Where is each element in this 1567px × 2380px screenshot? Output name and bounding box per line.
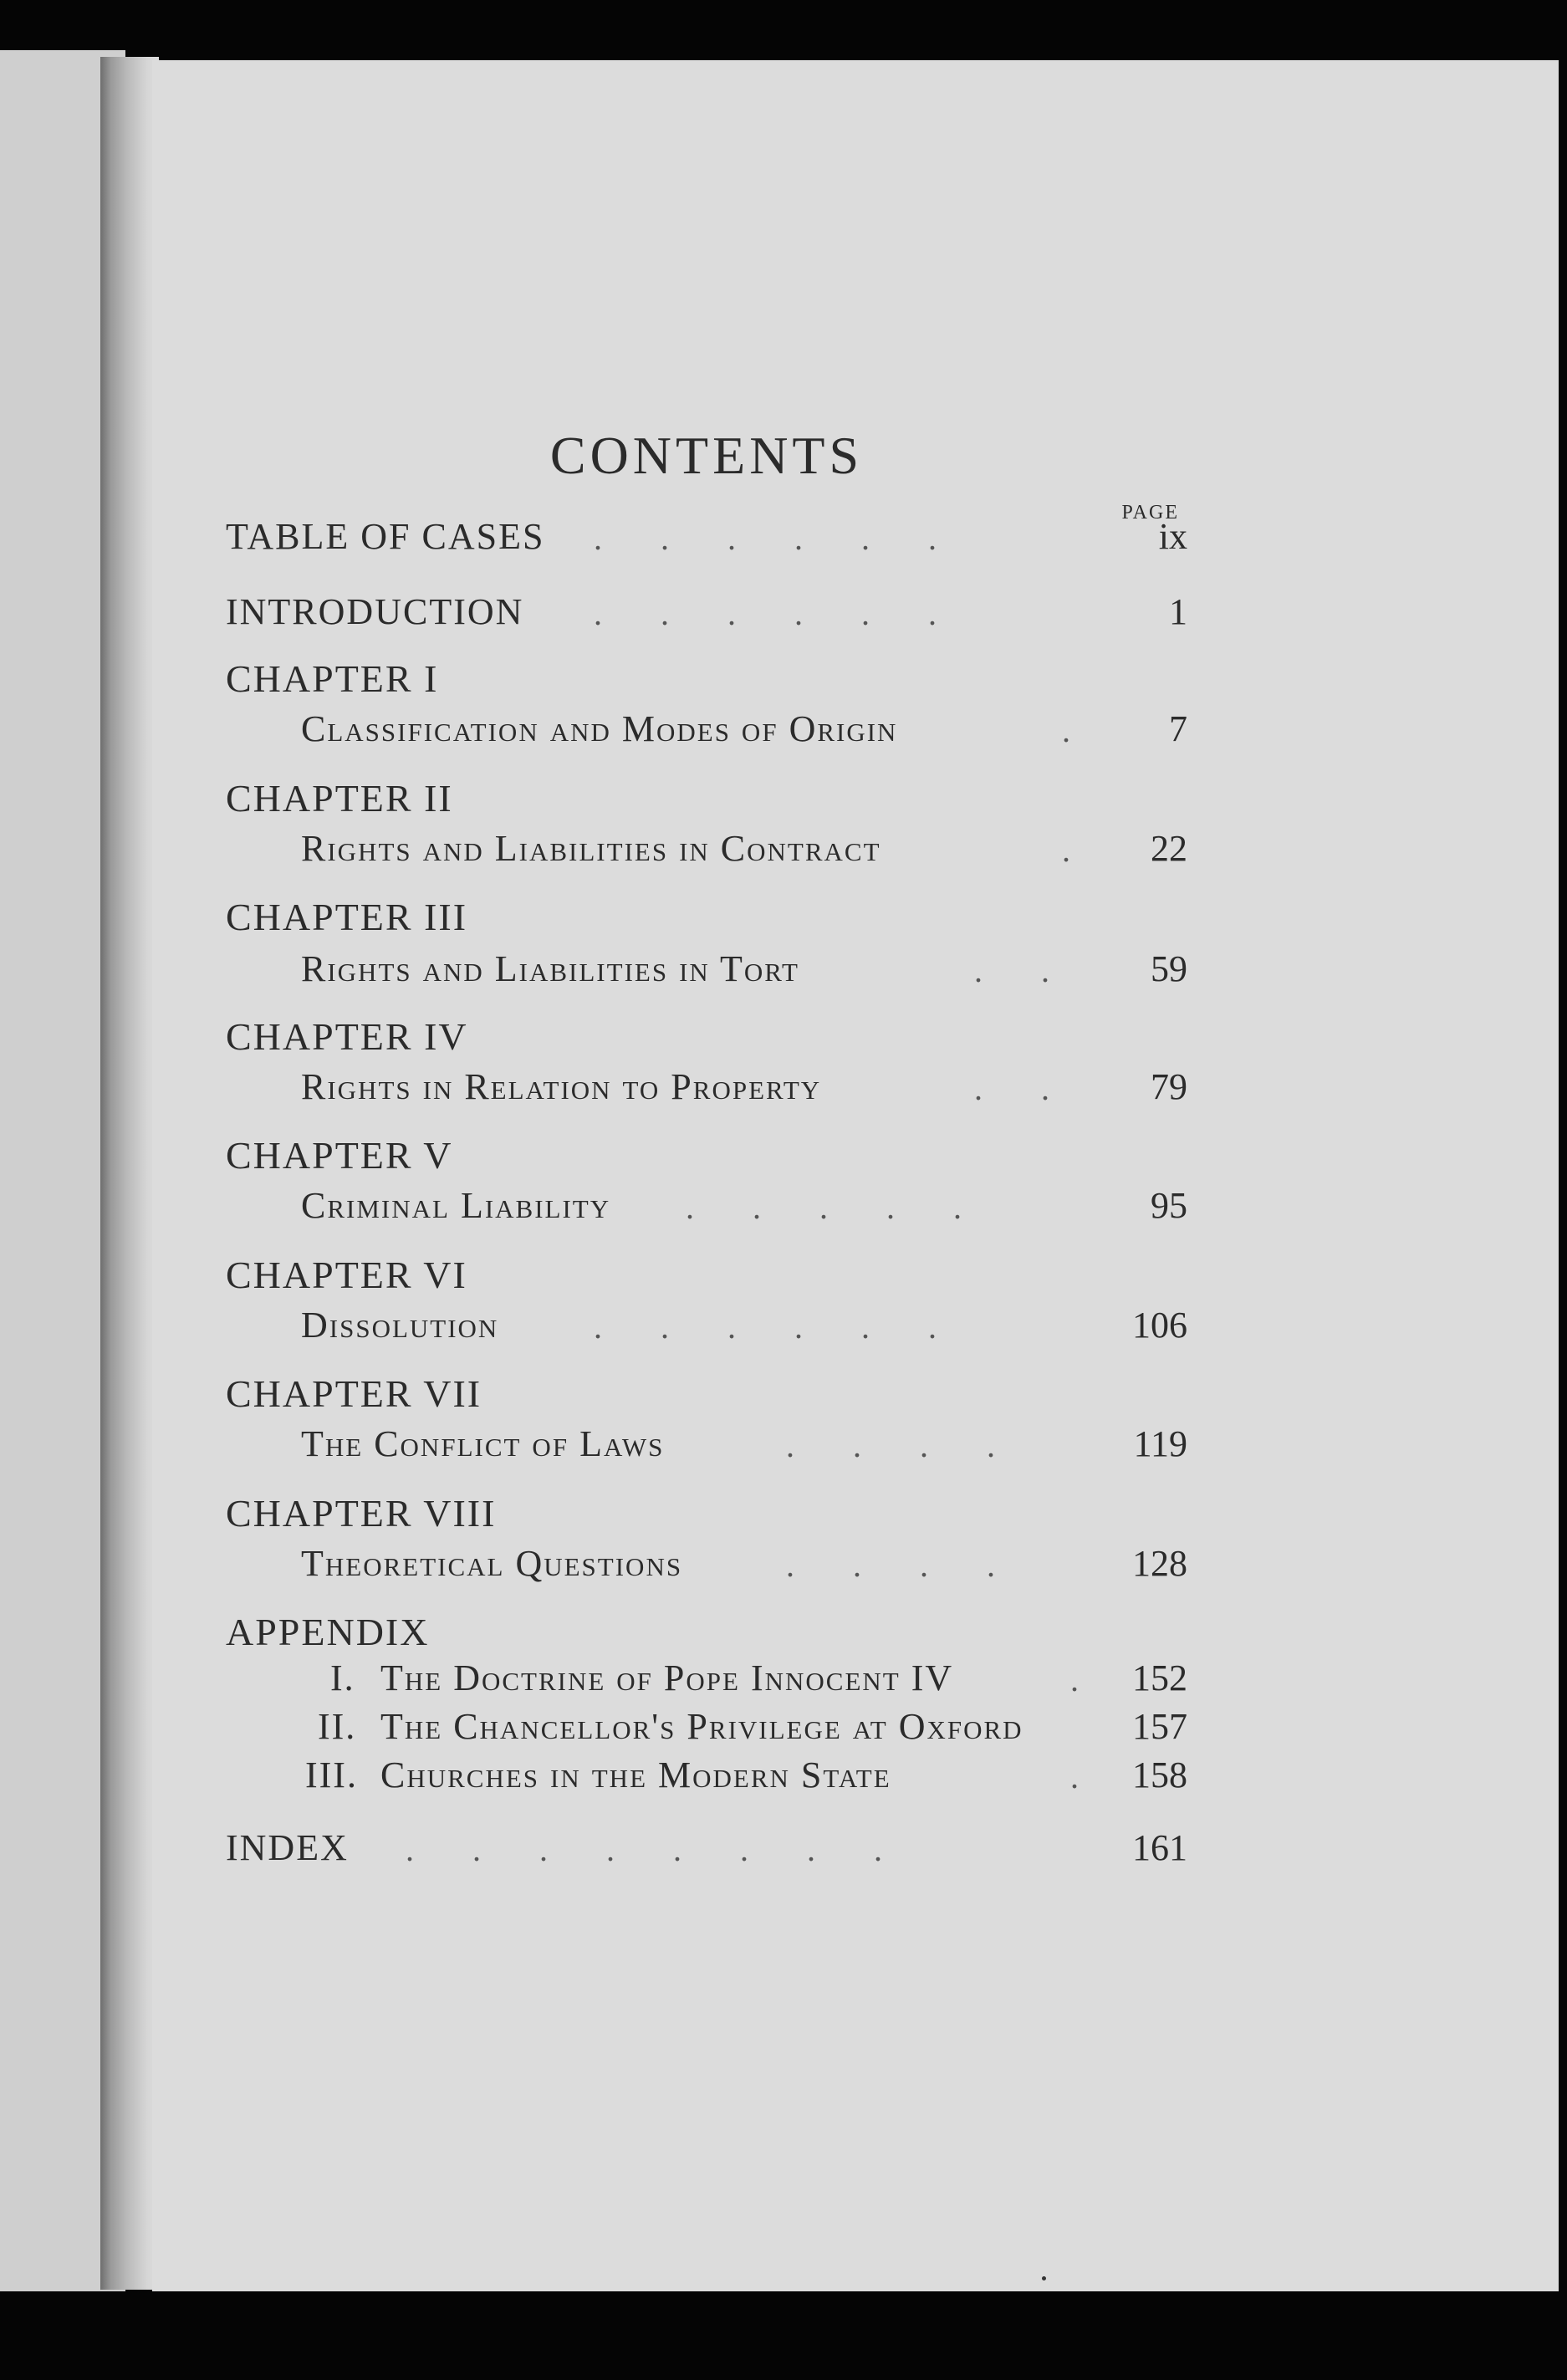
chapter-heading: CHAPTER VIII [226, 1492, 497, 1535]
toc-entry-title: Criminal Liability [301, 1185, 611, 1226]
leader-dots: . [1062, 712, 1070, 749]
leader-dots: . . . . [786, 1546, 995, 1584]
chapter-heading: CHAPTER IV [226, 1015, 468, 1058]
toc-entry-title: Dissolution [301, 1305, 499, 1346]
chapter-heading: CHAPTER VI [226, 1254, 467, 1296]
leader-dots: . . [974, 952, 1049, 989]
toc-entry-chapter-6 [226, 1303, 1187, 1353]
toc-page-number: 59 [1151, 948, 1187, 989]
appendix-numeral: I. [330, 1657, 355, 1698]
toc-page-number: 7 [1169, 708, 1187, 749]
page-column-label: PAGE [1121, 502, 1179, 523]
leader-dots: . [1070, 1661, 1079, 1698]
toc-page-number: 128 [1132, 1543, 1187, 1584]
toc-entry-appendix-3 [226, 1753, 1187, 1803]
chapter-heading: CHAPTER I [226, 657, 439, 700]
toc-page-number: 22 [1151, 828, 1187, 869]
chapter-heading: CHAPTER VII [226, 1372, 482, 1415]
toc-entry-chapter-1 [226, 707, 1187, 757]
toc-page-number: 1 [1169, 591, 1187, 632]
toc-page-number: 157 [1132, 1706, 1187, 1747]
leader-dots: . . . . . . [594, 595, 937, 632]
toc-entry-title: Classification and Modes of Origin [301, 708, 898, 749]
toc-page-number: 106 [1132, 1305, 1187, 1346]
leader-dots: . [1070, 1758, 1079, 1795]
toc-page-number: 119 [1133, 1423, 1187, 1464]
leader-dots: . . . . . . [594, 519, 937, 557]
chapter-heading: CHAPTER III [226, 896, 468, 938]
toc-entry-title: The Chancellor's Privilege at Oxford [380, 1706, 1023, 1747]
toc-page-number: 158 [1132, 1754, 1187, 1795]
leader-dots: . . . . . . [594, 1308, 937, 1346]
appendix-numeral: II. [318, 1706, 357, 1747]
leader-dots: . [1062, 831, 1070, 869]
leader-dots: . . . . [786, 1427, 995, 1464]
page-title: CONTENTS [549, 426, 864, 485]
toc-entry-chapter-4 [226, 1065, 1187, 1115]
toc-entry-table-of-cases [226, 514, 1187, 564]
table-of-contents [226, 418, 1187, 1868]
toc-entry-label: INDEX [226, 1827, 349, 1868]
appendix-heading: APPENDIX [226, 1611, 430, 1653]
toc-page-number: ix [1158, 516, 1187, 557]
toc-entry-index [226, 1826, 1187, 1876]
toc-page-number: 95 [1151, 1185, 1187, 1226]
toc-entry-title: Rights in Relation to Property [301, 1066, 822, 1107]
toc-entry-label: TABLE OF CASES [226, 516, 545, 557]
chapter-heading: CHAPTER II [226, 777, 453, 820]
toc-entry-appendix-1 [226, 1656, 1187, 1706]
toc-page-number: 152 [1132, 1657, 1187, 1698]
toc-entry-chapter-2 [226, 826, 1187, 876]
appendix-numeral: III. [305, 1754, 358, 1795]
leader-dots: . . . . . [686, 1188, 962, 1226]
toc-entry-appendix-2 [226, 1704, 1187, 1754]
book-gutter [100, 57, 159, 2290]
toc-entry-title: The Conflict of Laws [301, 1423, 665, 1464]
toc-entry-title: Theoretical Questions [301, 1543, 683, 1584]
toc-entry-chapter-5 [226, 1183, 1187, 1233]
toc-entry-title: Rights and Liabilities in Tort [301, 948, 799, 989]
toc-entry-chapter-3 [226, 947, 1187, 997]
toc-page-number: 161 [1132, 1827, 1187, 1868]
chapter-heading: CHAPTER V [226, 1134, 453, 1177]
toc-entry-introduction [226, 590, 1187, 640]
toc-page-number: 79 [1151, 1066, 1187, 1107]
toc-entry-chapter-7 [226, 1422, 1187, 1472]
toc-entry-chapter-8 [226, 1541, 1187, 1591]
toc-entry-title: The Doctrine of Pope Innocent IV [380, 1657, 954, 1698]
toc-entry-label: INTRODUCTION [226, 591, 524, 632]
toc-entry-title: Rights and Liabilities in Contract [301, 828, 881, 869]
leader-dots: . . [974, 1070, 1049, 1107]
print-speck [1042, 2276, 1046, 2280]
leader-dots: . . . . . . . . [406, 1831, 882, 1868]
toc-entry-title: Churches in the Modern State [380, 1754, 891, 1795]
